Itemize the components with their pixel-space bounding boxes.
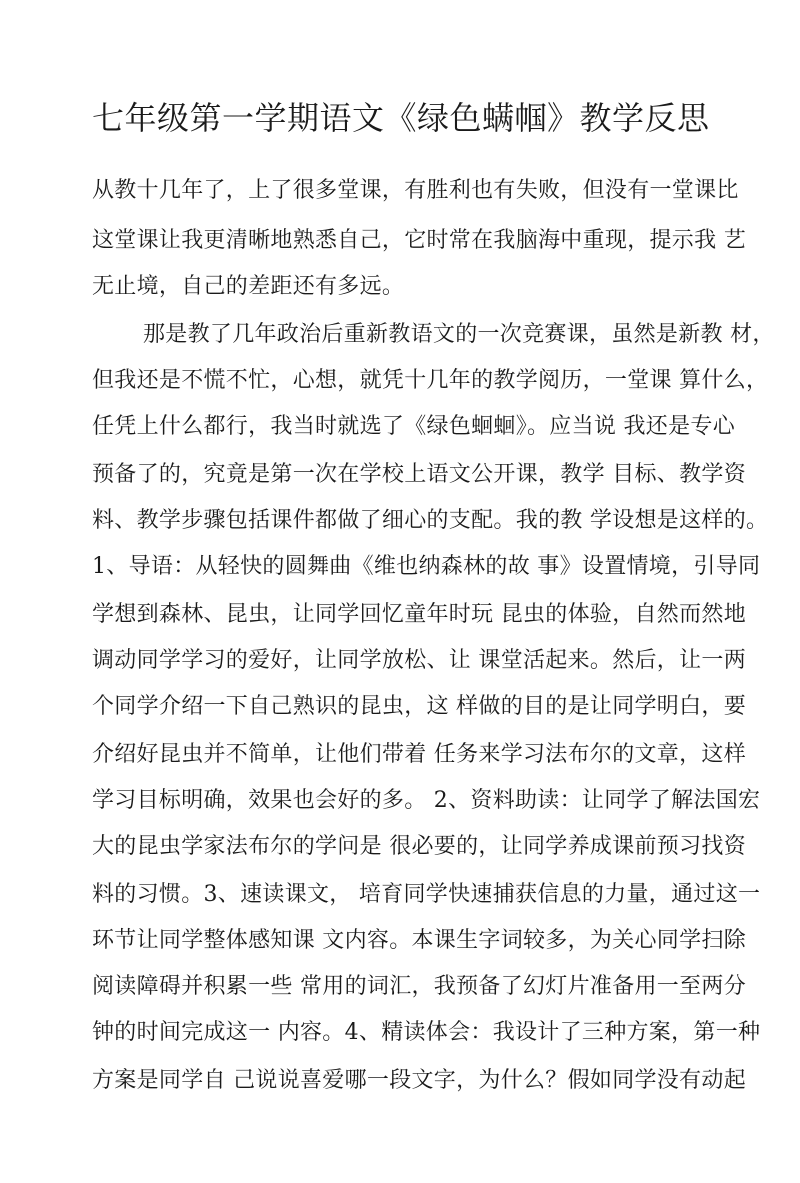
body-line: 学想到森林、昆虫，让同学回忆童年时玩 昆虫的体验，自然而然地 xyxy=(92,602,746,627)
document-title: 七年级第一学期语文《绿色螨帼》教学反思 xyxy=(92,99,710,137)
body-line: 介绍好昆虫并不简单，让他们带着 任务来学习法布尔的文章，这样 xyxy=(92,742,746,767)
body-line: 那是教了几年政治后重新教语文的一次竞赛课，虽然是新教 材， xyxy=(143,322,775,347)
body-line: 方案是同学自 己说说喜爱哪一段文字，为什么？假如同学没有动起 xyxy=(92,1068,746,1093)
body-line: 钟的时间完成这一 内容。4、精读体会：我设计了三种方案，第一种 xyxy=(92,1020,761,1045)
body-line: 这堂课让我更清晰地熟悉自己，它时常在我脑海中重现，提示我 艺 xyxy=(92,228,746,253)
body-line: 但我还是不慌不忙，心想，就凭十几年的教学阅历，一堂课 算什么， xyxy=(92,368,769,393)
body-line: 大的昆虫学家法布尔的学问是 很必要的，让同学养成课前预习找资 xyxy=(92,834,746,859)
body-line: 料的习惯。3、速读课文， 培育同学快速捕获信息的力量，通过这一 xyxy=(92,882,761,907)
body-line: 从教十几年了，上了很多堂课，有胜利也有失败，但没有一堂课比 xyxy=(92,178,739,203)
body-line: 学习目标明确，效果也会好的多。 2、资料助读：让同学了解法国宏 xyxy=(92,788,761,813)
body-line: 预备了的，究竟是第一次在学校上语文公开课，教学 目标、教学资 xyxy=(92,462,746,487)
body-line: 无止境，自己的差距还有多远。 xyxy=(92,274,405,299)
body-line: 1、导语：从轻快的圆舞曲《维也纳森林的故 事》设置情境，引导同 xyxy=(92,554,761,579)
body-line: 料、教学步骤包括课件都做了细心的支配。我的教 学设想是这样的。 xyxy=(92,508,769,533)
body-line: 阅读障碍并积累一些 常用的词汇，我预备了幻灯片准备用一至两分 xyxy=(92,974,746,999)
body-line: 调动同学学习的爱好，让同学放松、让 课堂活起来。然后，让一两 xyxy=(92,648,746,673)
body-line: 环节让同学整体感知课 文内容。本课生字词较多，为关心同学扫除 xyxy=(92,928,746,953)
body-line: 个同学介绍一下自己熟识的昆虫，这 样做的目的是让同学明白，要 xyxy=(92,694,746,719)
body-line: 任凭上什么都行，我当时就选了《绿色蛔蛔》。应当说 我还是专心 xyxy=(92,414,735,439)
